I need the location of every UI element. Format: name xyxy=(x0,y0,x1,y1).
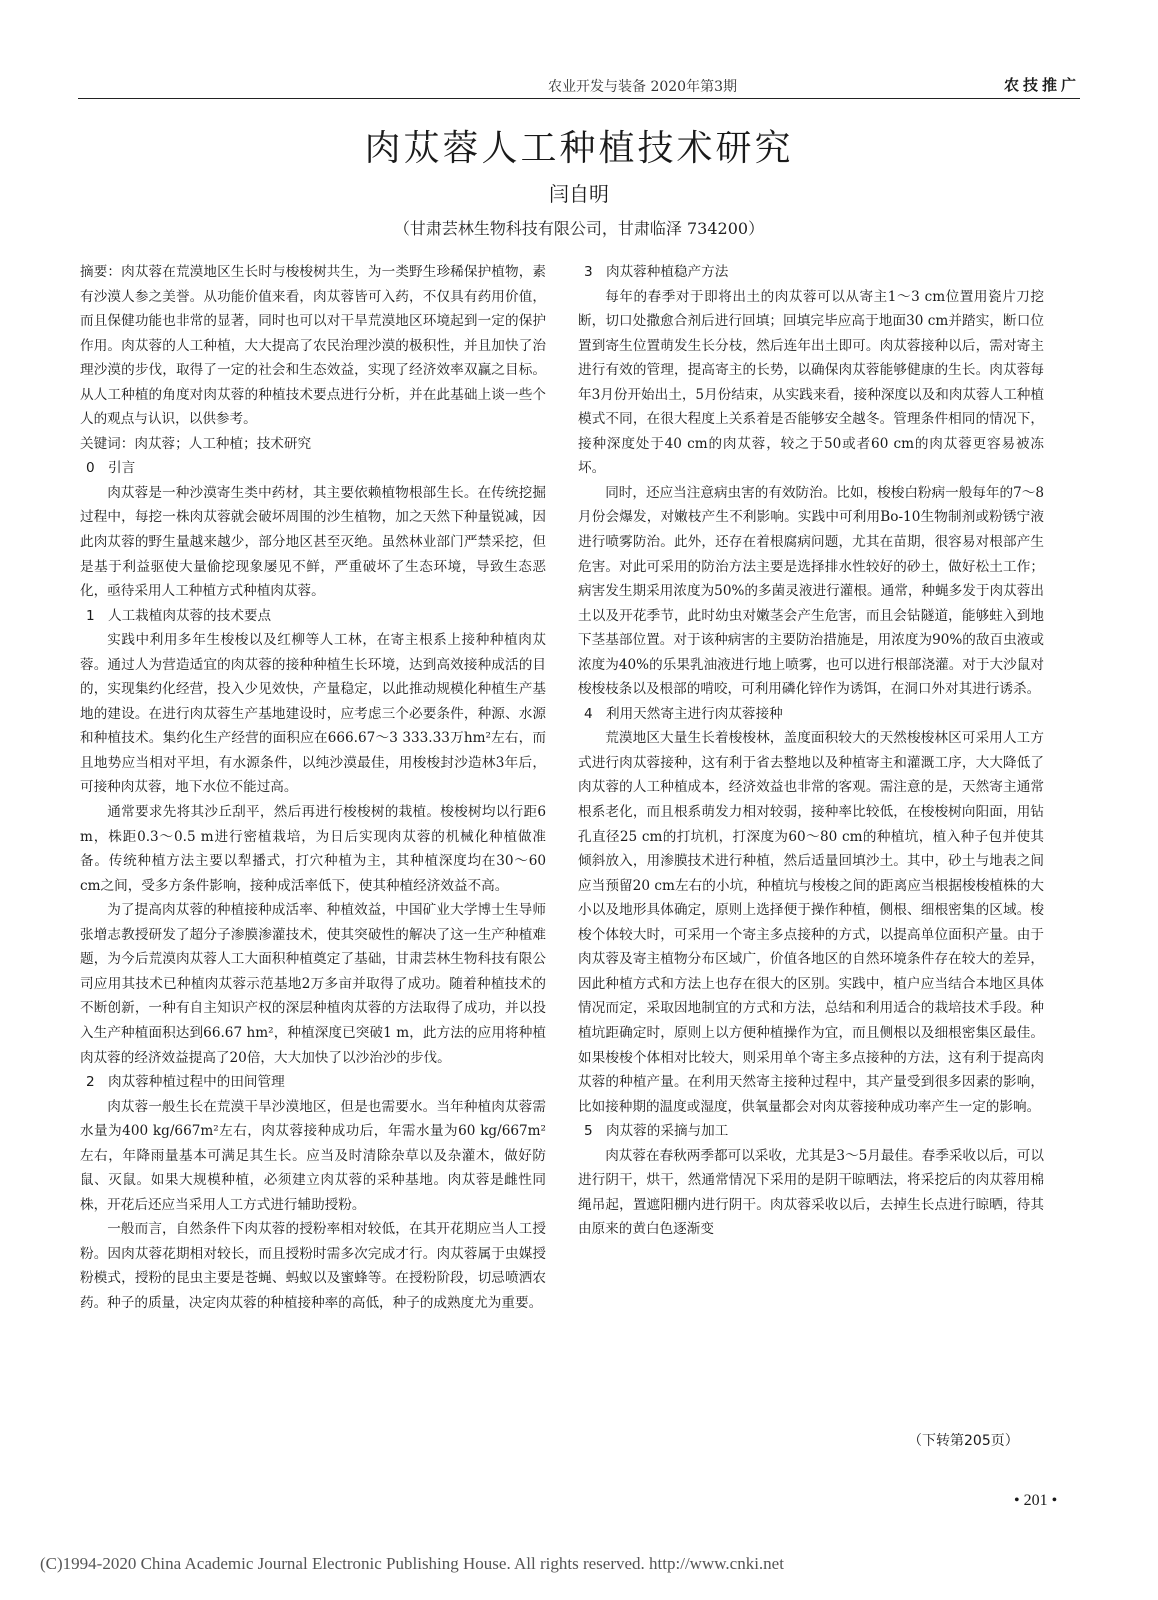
section-heading-2: 2 肉苁蓉种植过程中的田间管理 xyxy=(86,1074,285,1091)
keywords-text: 肉苁蓉；人工种植；技术研究 xyxy=(134,435,312,452)
page-header xyxy=(78,72,1080,99)
paragraph: 通常要求先将其沙丘刮平，然后再进行梭梭树的栽植。梭梭树均以行距6 m，株距0.3～0.5 m进行密植栽培，为日后实现肉苁蓉的机械化种植做准备。传统种植方法主要以犁播式，打穴种植为主，其种植深度均在30～60 cm之间，受多方条件影响，接种成活率低下，使其种植经济效益不高。 xyxy=(80,804,546,894)
section-heading-3: 3 肉苁蓉种植稳产方法 xyxy=(584,264,729,280)
paragraph: 为了提高肉苁蓉的种植接种成活率、种植效益，中国矿业大学博士生导师张增志教授研发了超分子渗膜渗灌技术，使其突破性的解决了这一生产种植难题，为今后荒漠肉苁蓉人工大面积种植奠定了基础，甘肃芸林生物科技有限公司应用其技术已种植肉苁蓉示范基地2万多亩并取得了成功。随着种植技术的不断创新，一种有自主知识产权的深层种植肉苁蓉的方法取得了成功，并以投入生产种植面积达到66.67 hm²，种植深度已突破1 m，此方法的应用将种植肉苁蓉的经济效益提高了20倍，大大加快了以沙治沙的步伐。 xyxy=(80,902,546,1066)
section-heading-1: 1 人工栽植肉苁蓉的技术要点 xyxy=(86,607,272,624)
right-column xyxy=(578,260,1044,1242)
keywords xyxy=(80,432,546,457)
page-number: • 201 • xyxy=(1014,1492,1058,1509)
paragraph: 实践中利用多年生梭梭以及红柳等人工林，在寄主根系上接种种植肉苁蓉。通过人为营造适宜的肉苁蓉的接种种植生长环境，达到高效接种成活的目的，实现集约化经营，投入少见效快，产量稳定，以此推动规模化种植生产基地的建设。在进行肉苁蓉生产基地建设时，应考虑三个必要条件，种源、水源和种植技术。集约化生产经营的面积应在666.67～3 333.33万hm²左右，而且地势应当相对平坦，有水源条件，以纯沙漠最佳，用梭梭封沙造林3年后，可接种肉苁蓉，地下水位不能过高。 xyxy=(80,632,546,796)
section-heading-0: 0 引言 xyxy=(86,460,136,477)
author-affiliation: （甘肃芸林生物科技有限公司，甘肃临泽 734200） xyxy=(393,219,765,238)
article-title: 肉苁蓉人工种植技术研究 xyxy=(364,128,794,169)
paragraph: 肉苁蓉一般生长在荒漠干旱沙漠地区，但是也需要水。当年种植肉苁蓉需水量为400 kg/667m²左右，肉苁蓉接种成功后，年需水量为60 kg/667m²左右，年降雨量基本可满足其生长。应当及时清除杂草以及杂灌木，做好防鼠、灭鼠。如果大规模种植，必须建立肉苁蓉的采种基地。肉苁蓉是雌性同株，开花后还应当采用人工方式进行辅助授粉。 xyxy=(80,1098,546,1213)
left-column xyxy=(80,260,546,1316)
copyright-footer: (C)1994-2020 China Academic Journal Electronic Publishing House. All rights reserved. http://www.cnki.net xyxy=(40,1554,784,1573)
keywords-label: 关键词： xyxy=(80,435,135,452)
paragraph: 荒漠地区大量生长着梭梭林，盖度面积较大的天然梭梭林区可采用人工方式进行肉苁蓉接种，这有利于省去整地以及种植寄主和灌溉工序，大大降低了肉苁蓉的人工种植成本，经济效益也非常的客观。需注意的是，天然寄主通常根系老化，而且根系萌发力相对较弱，接种率比较低，在梭梭树向阳面，用钻孔直径25 cm的打坑机，打深度为60～80 cm的种植坑，植入种子包并使其倾斜放入，用渗膜技术进行种植，然后适量回填沙土。其中，砂土与地表之间应当预留20 cm左右的小坑，种植坑与梭梭之间的距离应当根据梭梭植株的大小以及地形具体确定，原则上选择便于操作种植，侧根、细根密集的区域。梭梭个体较大时，可采用一个寄主多点接种的方式，以提高单位面积产量。由于肉苁蓉及寄主植物分布区域广，价值各地区的自然环境条件存在较大的差异，因此种植方式和方法上也存在很大的区别。实践中，植户应当结合本地区具体情况而定，采取因地制宜的方式和方法，总结和利用适合的栽培技术手段。种植坑距确定时，原则上以方便种植操作为宜，而且侧根以及细根密集区最佳。如果梭梭个体相对比较大，则采用单个寄主多点接种的方法，这有利于提高肉苁蓉的种植产量。在利用天然寄主接种过程中，其产量受到很多因素的影响，比如接种期的温度或湿度，供氧量都会对肉苁蓉接种成功率产生一定的影响。 xyxy=(578,730,1044,1115)
paragraph: 同时，还应当注意病虫害的有效防治。比如，梭梭白粉病一般每年的7～8月份会爆发，对嫩枝产生不利影响。实践中可利用Bo-10生物制剂或粉锈宁液进行喷雾防治。此外，还存在着根腐病问题，尤其在苗期，很容易对根部产生危害。对此可采用的防治方法主要是选择排水性较好的砂土，做好松土工作；病害发生期采用浓度为50%的多菌灵液进行灌根。通常，种蝇多发于肉苁蓉出土以及开花季节，此时幼虫对嫩茎会产生危害，而且会钻隧道，能够蛀入到地下茎基部位置。对于该种病害的主要防治措施是，用浓度为90%的敌百虫液或浓度为40%的乐果乳油液进行地上喷雾，也可以进行根部浇灌。对于大沙鼠对梭梭枝条以及根部的啃咬，可利用磷化锌作为诱饵，在洞口外对其进行诱杀。 xyxy=(578,484,1044,698)
abstract xyxy=(80,260,546,432)
paragraph: 肉苁蓉在春秋两季都可以采收，尤其是3～5月最佳。春季采收以后，可以进行阴干，烘干，然通常情况下采用的是阴干晾晒法，将采挖后的肉苁蓉用棉绳吊起，置遮阳棚内进行阴干。肉苁蓉采收以后，去掉生长点进行晾晒，待其由原来的黄白色逐渐变 xyxy=(578,1147,1044,1238)
abstract-text: 肉苁蓉在荒漠地区生长时与梭梭树共生，为一类野生珍稀保护植物，素有沙漠人参之美誉。从功能价值来看，肉苁蓉皆可入药，不仅具有药用价值，而且保健功能也非常的显著，同时也可以对干旱荒漠地区环境起到一定的保护作用。肉苁蓉的人工种植，大大提高了农民治理沙漠的极积性，并且加快了治理沙漠的步伐，取得了一定的社会和生态效益，实现了经济效率双赢之目标。从人工种植的角度对肉苁蓉的种植技术要点进行分析，并在此基础上谈一些个人的观点与认识，以供参考。 xyxy=(80,264,547,428)
section-heading-5: 5 肉苁蓉的采摘与加工 xyxy=(584,1123,729,1140)
section-tag: 农技推广 xyxy=(1003,76,1080,94)
journal-name: 农业开发与装备 2020年第3期 xyxy=(548,79,737,95)
abstract-label: 摘要： xyxy=(80,264,122,280)
article-author: 闫自明 xyxy=(549,182,609,206)
paragraph: 每年的春季对于即将出土的肉苁蓉可以从寄主1～3 cm位置用瓷片刀挖断，切口处撒愈合剂后进行回填；回填完毕应高于地面30 cm并踏实，断口位置到寄生位置萌发生长分枝，然后连年出土即可。肉苁蓉接种以后，需对寄主进行有效的管理，提高寄主的长势，以确保肉苁蓉能够健康的生长。肉苁蓉每年3月份开始出土，5月份结束，从实践来看，接种深度以及和肉苁蓉人工种植模式不同，在很大程度上关系着是否能够安全越冬。管理条件相同的情况下，接种深度处于40 cm的肉苁蓉，较之于50或者60 cm的肉苁蓉更容易被冻坏。 xyxy=(578,288,1044,477)
paragraph: 肉苁蓉是一种沙漠寄生类中药材，其主要依赖植物根部生长。在传统挖掘过程中，每挖一株肉苁蓉就会破坏周围的沙生植物，加之天然下种量锐减，因此肉苁蓉的野生量越来越少，部分地区甚至灭绝。虽然林业部门严禁采挖，但是基于利益驱使大量偷挖现象屡见不鲜，严重破坏了生态环境，导致生态恶化，亟待采用人工种植方式种植肉苁蓉。 xyxy=(80,484,546,600)
section-heading-4: 4 利用天然寄主进行肉苁蓉接种 xyxy=(584,705,783,722)
paragraph: 一般而言，自然条件下肉苁蓉的授粉率相对较低，在其开花期应当人工授粉。因肉苁蓉花期相对较长，而且授粉时需多次完成才行。肉苁蓉属于虫媒授粉模式，授粉的昆虫主要是苍蝇、蚂蚁以及蜜蜂等。在授粉阶段，切忌喷洒农药。种子的质量，决定肉苁蓉的种植接种率的高低，种子的成熟度尤为重要。 xyxy=(80,1221,546,1311)
continued-note: （下转第205页） xyxy=(908,1433,1019,1449)
